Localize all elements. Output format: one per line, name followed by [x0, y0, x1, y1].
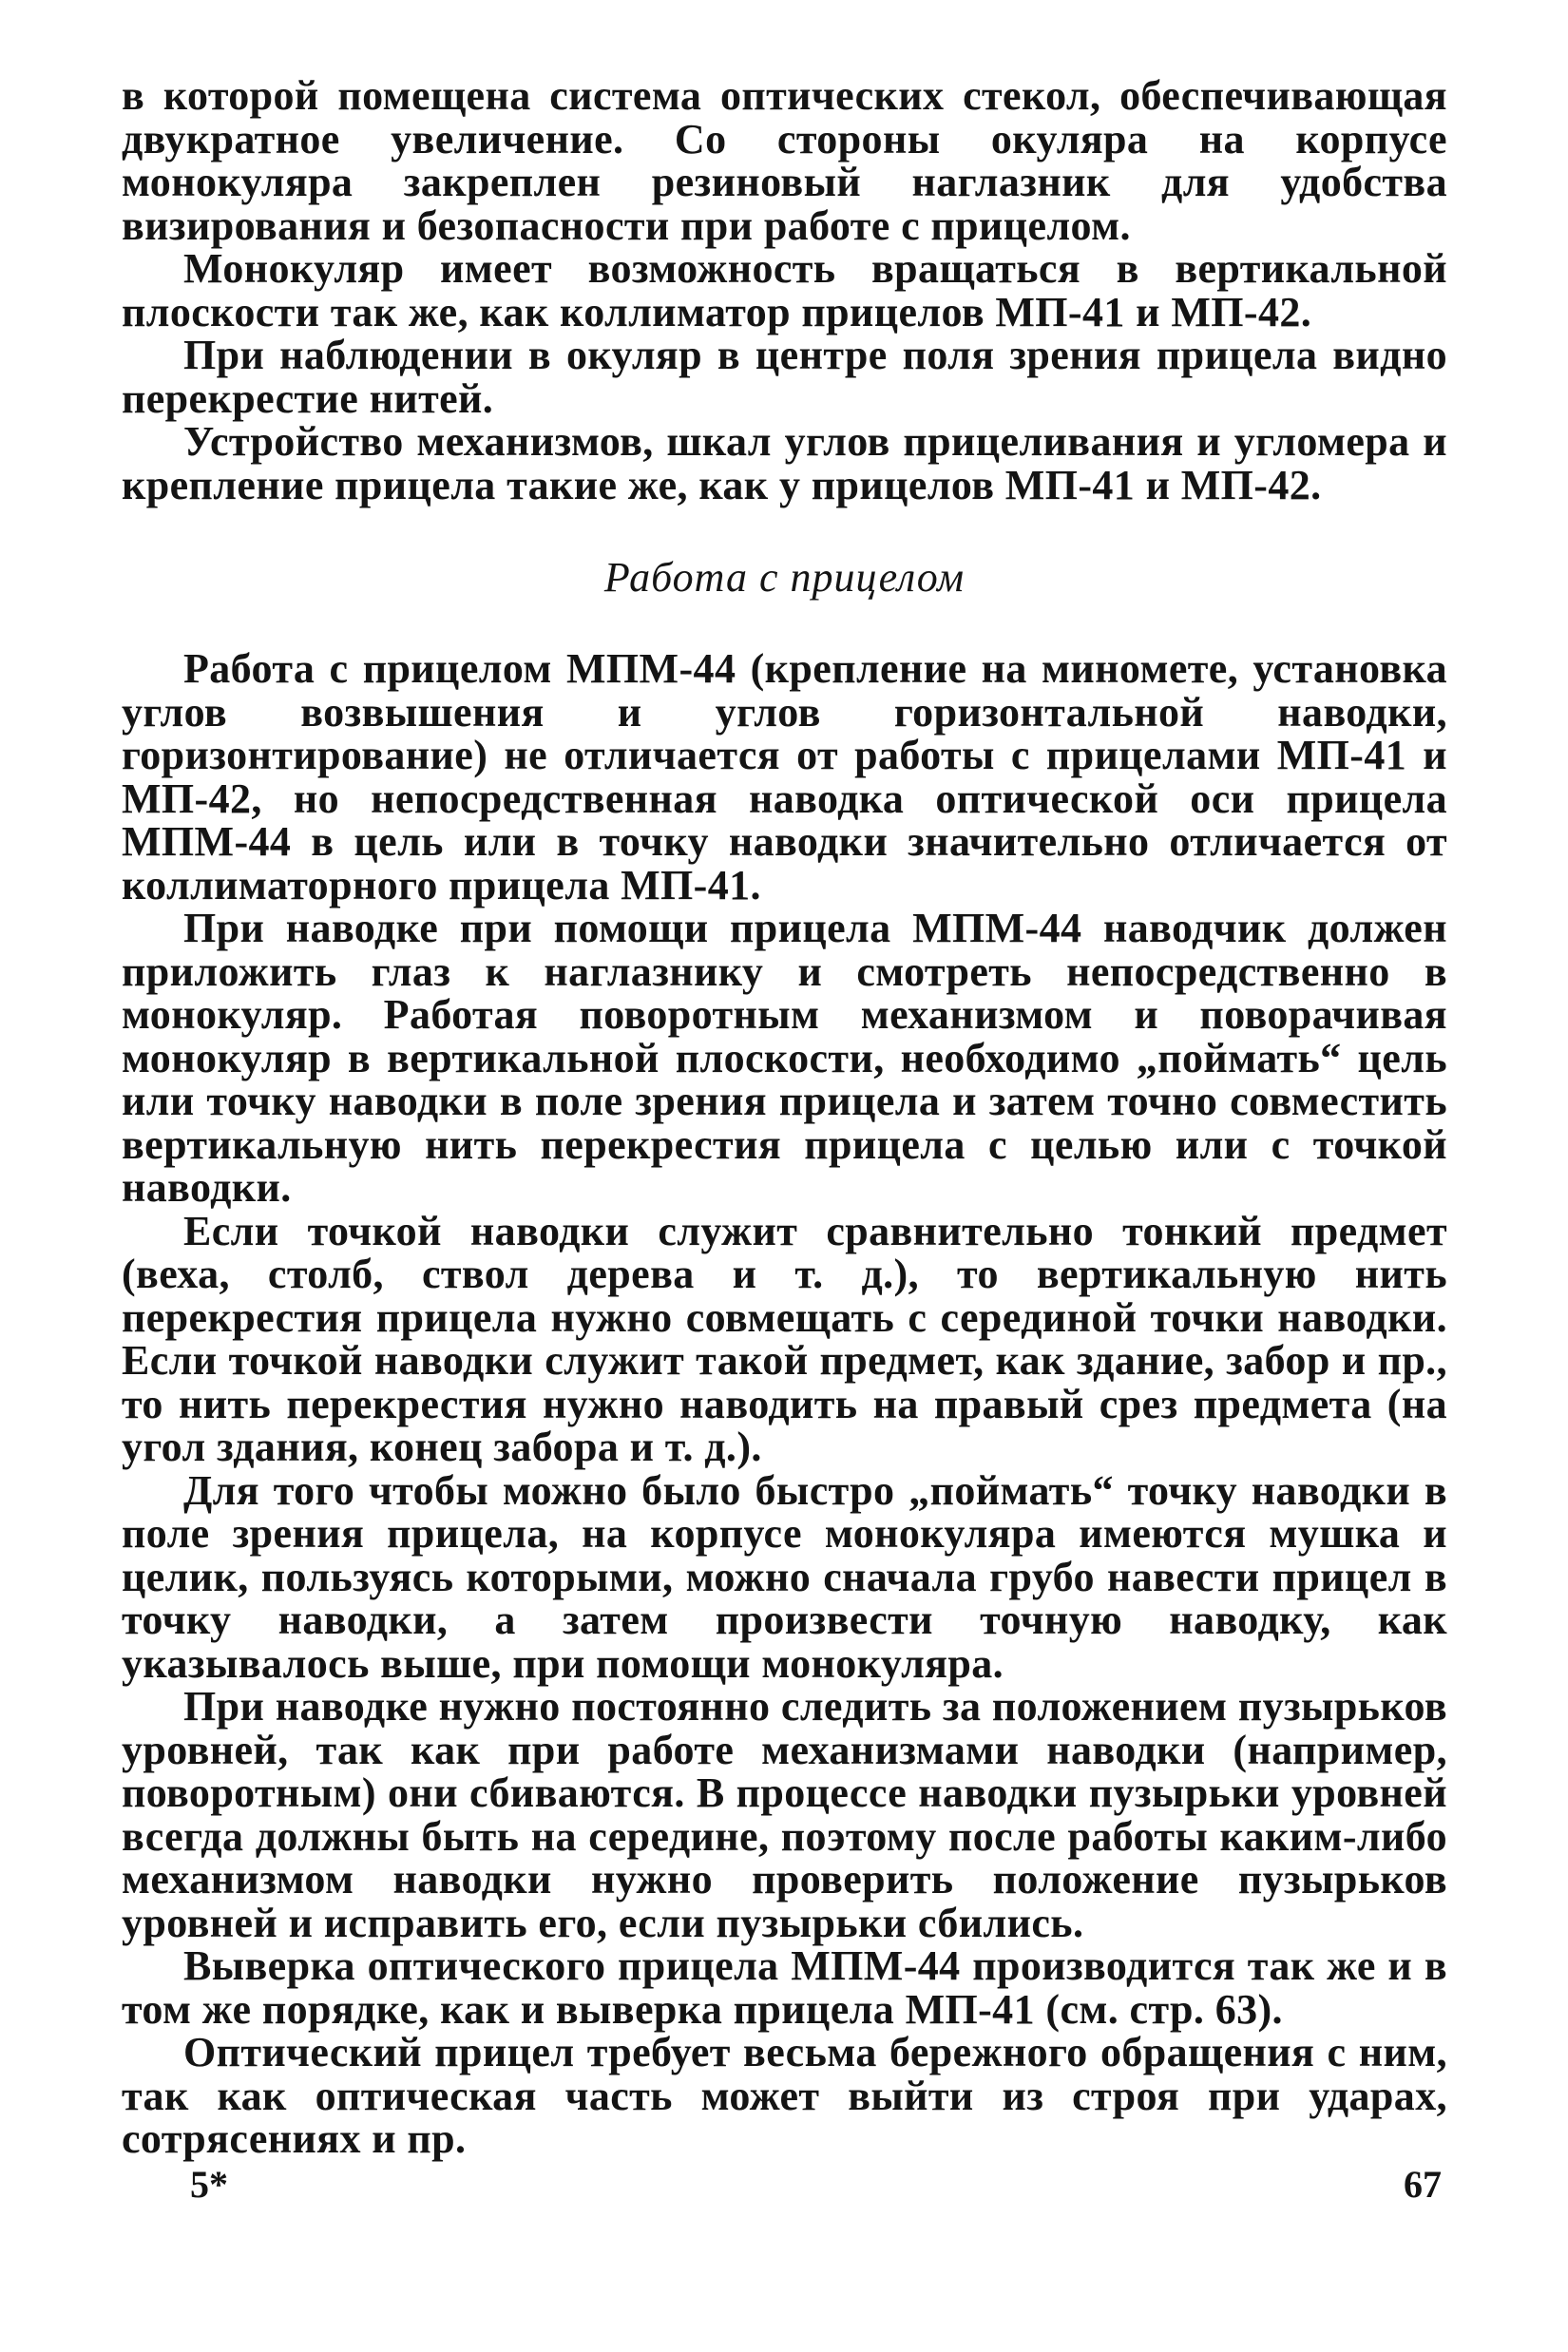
- paragraph: в которой помещена система оптических стекол, обеспечивающая двукратное увеличение. Со стороны окуляра на корпусе монокуляра закреплен резиновый наглазник для удобства визирования и безопасности при работе с прицелом.: [122, 72, 1447, 249]
- section-heading: Работа с прицелом: [603, 554, 966, 601]
- text-block-bottom: [122, 647, 1447, 2161]
- document-page: [122, 74, 1447, 2161]
- paragraph: При наводке нужно постоянно следить за положением пузырьков уровней, так как при работе механизмами наводки (например, поворотным) они сбиваются. В процессе наводки пузырьки уровней всегда должны быть на середине, поэтому после работы каким-либо механизмом наводки нужно проверить положение пузырьков уровней и исправить его, если пузырьки сбились.: [122, 1683, 1447, 1946]
- text-block-top: [122, 74, 1447, 507]
- paragraph: Работа с прицелом МПМ-44 (крепление на миномете, установка углов возвышения и углов горизонтальной наводки, горизонтирование) не отличается от работы с прицелами МП-41 и МП-42, но непосредственная наводка оптической оси прицела МПМ-44 в цель или в точку наводки значительно отличается от коллиматорного прицела МП-41.: [122, 645, 1447, 908]
- paragraph: Устройство механизмов, шкал углов прицеливания и угломера и крепление прицела такие же, как у прицелов МП-41 и МП-42.: [122, 418, 1447, 508]
- paragraph: Выверка оптического прицела МПМ-44 производится так же и в том же порядке, как и выверка прицела МП-41 (см. стр. 63).: [122, 1942, 1447, 2033]
- paragraph: При наводке при помощи прицела МПМ-44 наводчик должен приложить глаз к наглазнику и смотреть непосредственно в монокуляр. Работая поворотным механизмом и поворачивая монокуляр в вертикальной плоскости, необходимо „поймать“ цель или точку наводки в поле зрения прицела и затем точно совместить вертикальную нить перекрестия прицела с целью или с точкой наводки.: [122, 905, 1447, 1211]
- paragraph: При наблюдении в окуляр в центре поля зрения прицела видно перекрестие нитей.: [122, 332, 1447, 422]
- page-number: 67: [1404, 2163, 1442, 2206]
- paragraph: Оптический прицел требует весьма бережного обращения с ним, так как оптическая часть может выйти из строя при ударах, сотрясениях и пр.: [122, 2029, 1447, 2162]
- paragraph: Если точкой наводки служит сравнительно тонкий предмет (веха, столб, ствол дерева и т. д.), то вертикальную нить перекрестия прицела нужно совмещать с серединой точки наводки. Если точкой наводки служит такой предмет, как здание, забор и пр., то нить перекрестия нужно наводить на правый срез предмета (на угол здания, конец забора и т. д.).: [122, 1207, 1447, 1470]
- paragraph: Для того чтобы можно было быстро „поймать“ точку наводки в поле зрения прицела, на корпусе монокуляра имеются мушка и целик, пользуясь которыми, можно сначала грубо навести прицел в точку наводки, а затем произвести точную наводку, как указывалось выше, при помощи монокуляра.: [122, 1466, 1447, 1687]
- signature-mark: 5*: [190, 2163, 228, 2206]
- paragraph: Монокуляр имеет возможность вращаться в вертикальной плоскости так же, как коллиматор прицелов МП-41 и МП-42.: [122, 245, 1447, 335]
